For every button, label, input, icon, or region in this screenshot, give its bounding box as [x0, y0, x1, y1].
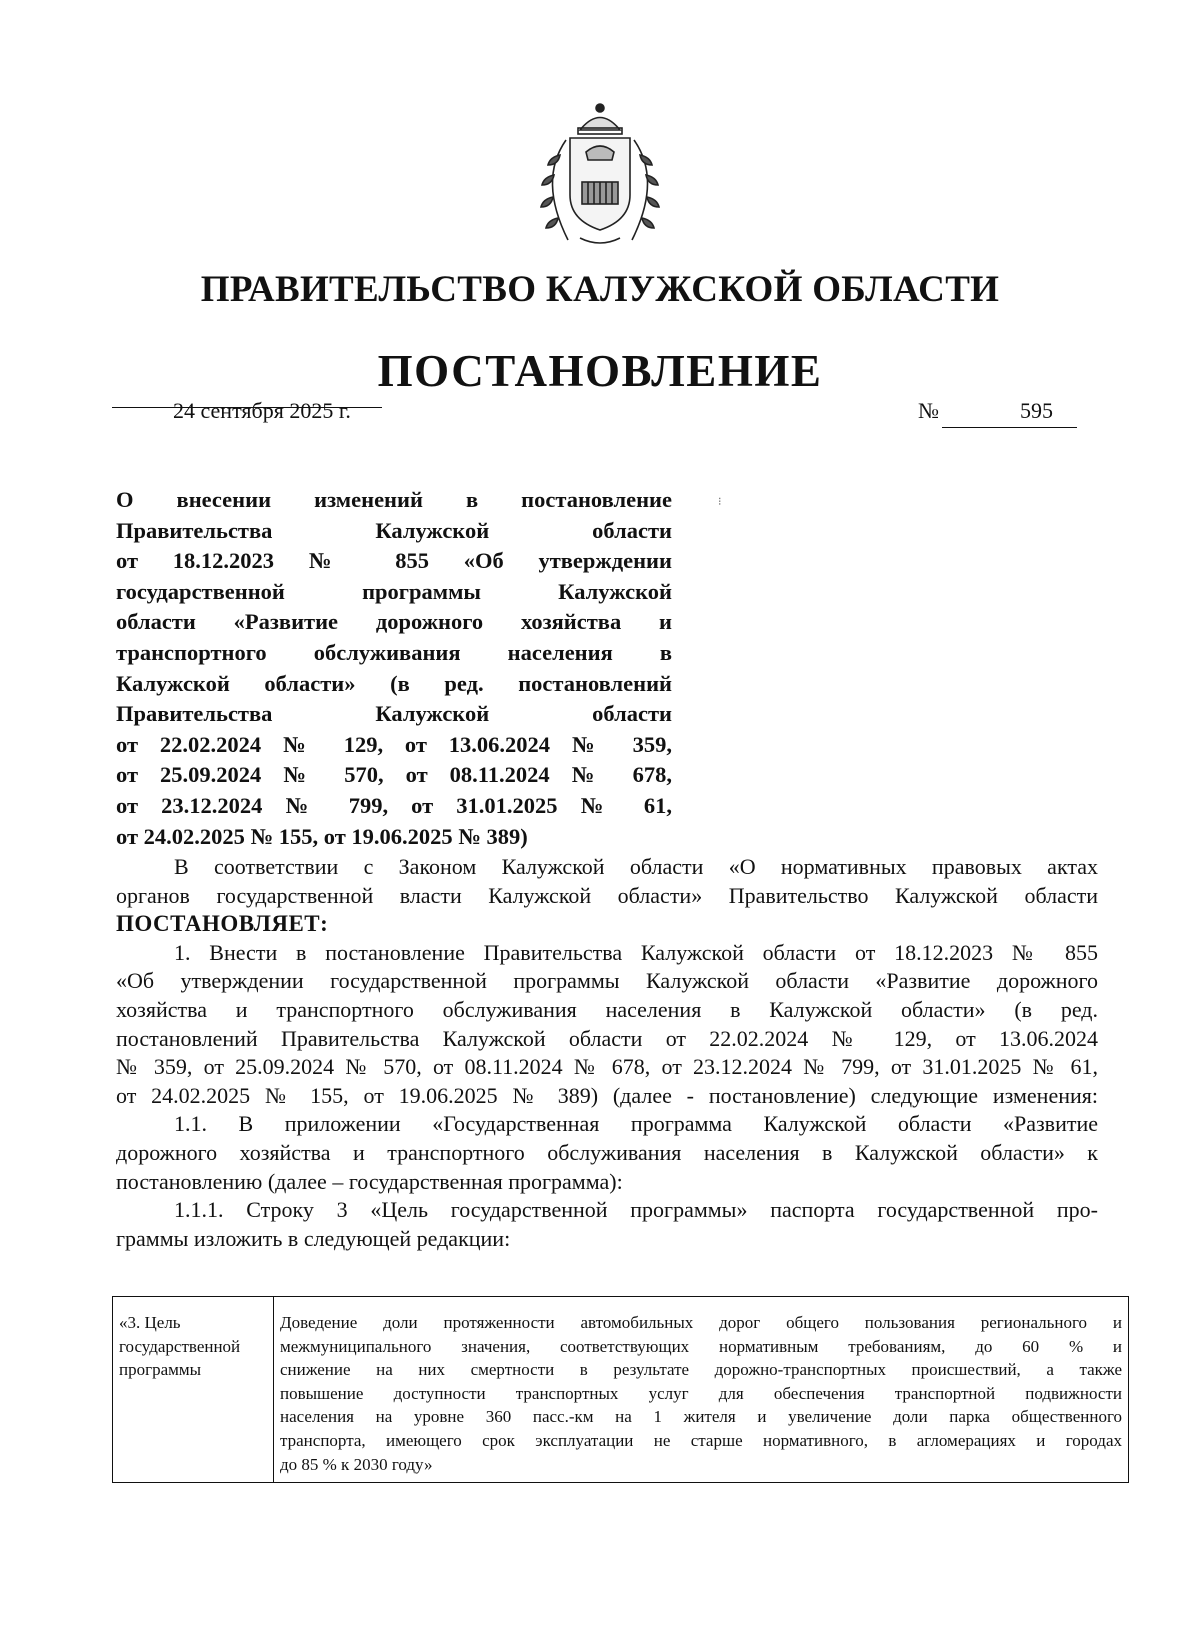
item-1-1-1-line: 1.1.1. Строку 3 «Цель государственной программы» паспорта государственной про- [174, 1197, 1098, 1223]
preamble-line: В соответствии с Законом Калужской области «О нормативных правовых актах [174, 854, 1098, 879]
item-1-line: от 24.02.2025 № 155, от 19.06.2025 № 389) (далее - постановление) следующие изменения: [116, 1082, 1098, 1108]
document-number: 595 [1020, 398, 1053, 423]
resolves-keyword: ПОСТАНОВЛЯЕТ: [116, 911, 329, 937]
goal-content-cell [274, 1297, 1129, 1483]
goal-label-cell [113, 1297, 274, 1483]
item-1-1-1-line: граммы изложить в следующей редакции: [116, 1225, 511, 1251]
goal-content-line: снижение на них смертности в результате дорожно-транспортных происшествий, а также [280, 1360, 1122, 1380]
title-line: от 23.12.2024 № 799, от 31.01.2025 № 61, [116, 792, 672, 818]
title-line: транспортного обслуживания населения в [116, 639, 672, 665]
title-line: Правительства Калужской области [116, 517, 672, 543]
goal-label-line: государственной [119, 1336, 241, 1356]
goal-content-line: Доведение доли протяженности автомобильных дорог общего пользования регионального и [280, 1313, 1122, 1332]
title-line: от 24.02.2025 № 155, от 19.06.2025 № 389) [116, 823, 528, 849]
goal-content-line: межмуниципального значения, соответствующих нормативным требованиям, до 60 % и [280, 1336, 1122, 1356]
title-line: от 25.09.2024 № 570, от 08.11.2024 № 678, [116, 762, 672, 788]
coat-of-arms-emblem [520, 100, 680, 250]
item-1-line: постановлений Правительства Калужской области от 22.02.2024 № 129, от 13.06.2024 [116, 1025, 1098, 1051]
item-1-1-line: 1.1. В приложении «Государственная программа Калужской области «Развитие [174, 1111, 1098, 1137]
scan-mark: ⁝ [718, 496, 722, 508]
goal-label-line: программы [119, 1360, 202, 1380]
item-1-1-line: постановлению (далее – государственная программа): [116, 1168, 623, 1194]
goal-content-line: транспорта, имеющего срок эксплуатации не старше нормативного, в агломерациях и городах [280, 1430, 1122, 1450]
preamble-line: органов государственной власти Калужской области» Правительство Калужской области [116, 882, 1098, 908]
goal-content-line: населения на уровне 360 пасс.-км на 1 жителя и увеличение доли парка общественного [280, 1407, 1122, 1427]
goal-content-line: до 85 % к 2030 году» [280, 1454, 433, 1474]
goal-label-line: «3. Цель [119, 1313, 181, 1332]
number-label: № [918, 398, 939, 423]
title-line: области «Развитие дорожного хозяйства и [116, 609, 672, 635]
title-line: Правительства Калужской области [116, 701, 672, 727]
item-1-line: 1. Внести в постановление Правительства Калужской области от 18.12.2023 № 855 [174, 939, 1098, 965]
goal-content-line: повышение доступности транспортных услуг для обеспечения транспортной подвижности [280, 1383, 1122, 1403]
document-date: 24 сентября 2025 г. [173, 398, 351, 423]
document-type: ПОСТАНОВЛЕНИЕ [377, 346, 823, 396]
title-line: государственной программы Калужской [116, 578, 672, 604]
organization-name: ПРАВИТЕЛЬСТВО КАЛУЖСКОЙ ОБЛАСТИ [200, 269, 1000, 310]
title-line: О внесении изменений в постановление [116, 487, 672, 512]
number-underline [942, 427, 1077, 428]
title-line: от 22.02.2024 № 129, от 13.06.2024 № 359, [116, 731, 672, 757]
item-1-1-line: дорожного хозяйства и транспортного обслуживания населения в Калужской области» к [116, 1139, 1098, 1165]
item-1-line: хозяйства и транспортного обслуживания населения в Калужской области» (в ред. [116, 996, 1098, 1022]
program-goal-table [112, 1296, 1129, 1483]
document-body [116, 853, 1098, 1253]
title-line: от 18.12.2023 № 855 «Об утверждении [116, 548, 672, 574]
title-line: Калужской области» (в ред. постановлений [116, 670, 672, 696]
item-1-line: «Об утверждении государственной программы Калужской области «Развитие дорожного [116, 968, 1098, 994]
item-1-line: № 359, от 25.09.2024 № 570, от 08.11.2024 № 678, от 23.12.2024 № 799, от 31.01.2025 № 61, [116, 1054, 1098, 1080]
document-title [116, 485, 672, 852]
table-row [113, 1297, 1129, 1483]
